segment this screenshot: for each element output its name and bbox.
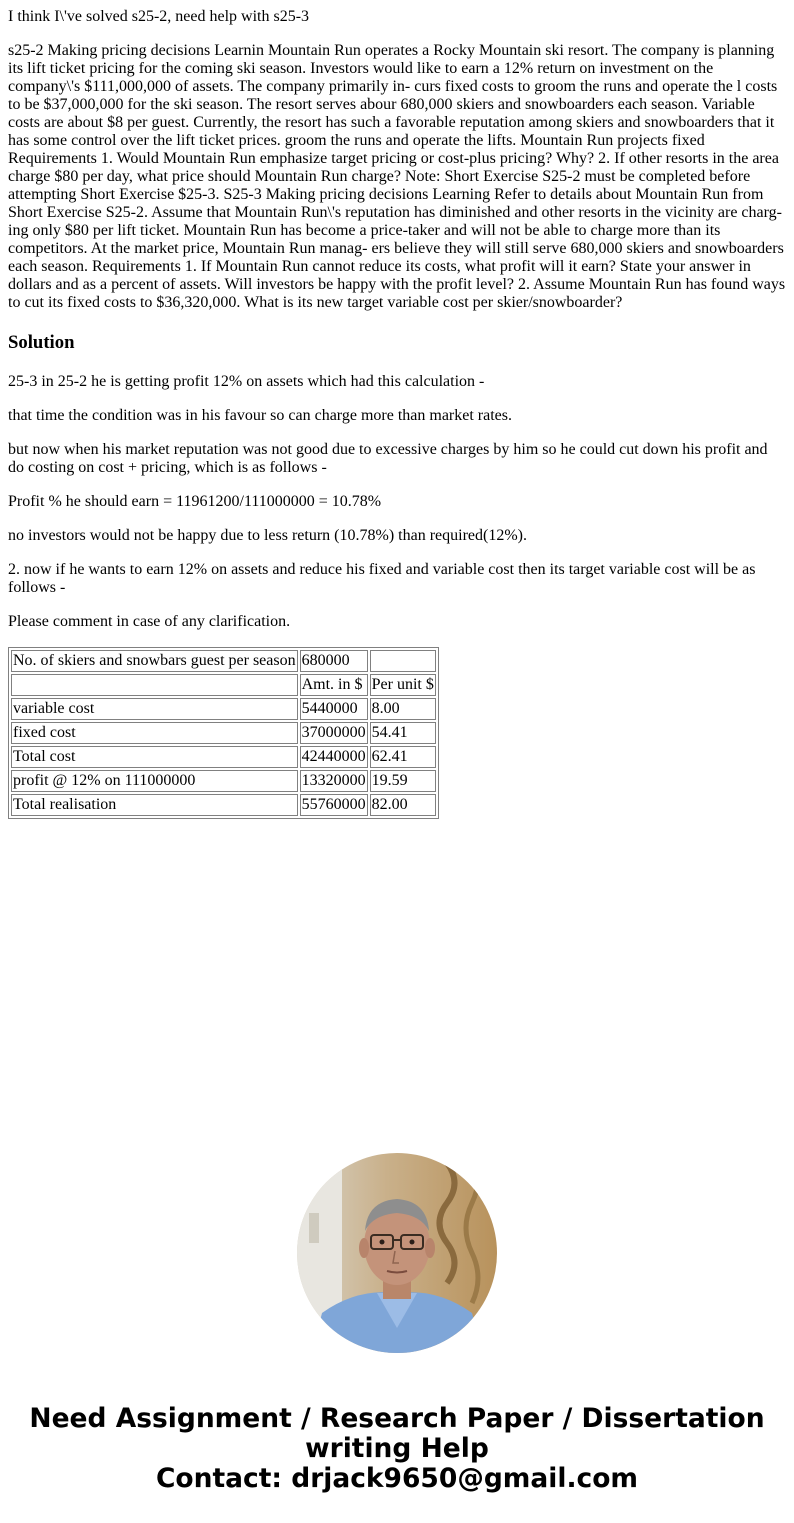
table-row bbox=[11, 770, 436, 792]
solution-paragraph: no investors would not be happy due to less return (10.78%) than required(12%). bbox=[8, 527, 527, 544]
intro-text: I think I\'ve solved s25-2, need help with s25-3 bbox=[8, 8, 310, 25]
solution-paragraph: that time the condition was in his favour so can charge more than market rates. bbox=[8, 407, 512, 424]
solution-paragraph: Profit % he should earn = 11961200/111000000 = 10.78% bbox=[8, 493, 382, 510]
table-cell: Total cost bbox=[11, 746, 298, 768]
calculation-table bbox=[8, 647, 439, 819]
table-cell: Amt. in $ bbox=[300, 674, 368, 696]
banner-line: Need Assignment / Research Paper / Dissertation bbox=[29, 1403, 765, 1434]
table-cell: 37000000 bbox=[300, 722, 368, 744]
solution-paragraph: Please comment in case of any clarification. bbox=[8, 613, 291, 630]
table-cell: 42440000 bbox=[300, 746, 368, 768]
table-cell: variable cost bbox=[11, 698, 298, 720]
table-cell bbox=[11, 674, 298, 696]
table-cell: Total realisation bbox=[11, 794, 298, 816]
solution-paragraph: 2. now if he wants to earn 12% on assets and reduce his fixed and variable cost then its target variable cost will be as follows - bbox=[8, 561, 756, 596]
table-cell: 680000 bbox=[300, 650, 368, 672]
table-row bbox=[11, 674, 436, 696]
table-cell: Per unit $ bbox=[370, 674, 436, 696]
solution-paragraph: but now when his market reputation was not good due to excessive charges by him so he could cut down his profit and do costing on cost + pricing, which is as follows - bbox=[8, 441, 768, 476]
table-row bbox=[11, 650, 436, 672]
person-photo-icon bbox=[297, 1153, 497, 1353]
table-cell bbox=[370, 650, 436, 672]
table-cell: fixed cost bbox=[11, 722, 298, 744]
avatar bbox=[297, 1153, 497, 1353]
table-cell: 19.59 bbox=[370, 770, 436, 792]
table-cell: 55760000 bbox=[300, 794, 368, 816]
table-row bbox=[11, 722, 436, 744]
table-cell: profit @ 12% on 111000000 bbox=[11, 770, 298, 792]
question-text: s25-2 Making pricing decisions Learnin Mountain Run operates a Rocky Mountain ski resort. The company is planning its lift ticket pricing for the coming ski season. Investors would like to earn a 12% return on investment on the company\'s $111,000,000 of assets. The company primarily in- curs fixed costs to groom the runs and operate the l costs to be $37,000,000 for the ski season. The resort serves abour 680,000 skiers and snowboarders each season. Variable costs are about $8 per guest. Currently, the resort has such a favorable reputation among skiers and snowboarders that it has some control over the lift ticket prices. groom the runs and operate the lifts. Mountain Run projects fixed Requirements 1. Would Mountain Run emphasize target pricing or cost-plus pricing? Why? 2. If other resorts in the area charge $80 per day, what price should Mountain Run charge? Note: Short Exercise S25-2 must be completed before attempting Short Exercise $25-3. S25-3 Making pricing decisions Learning Refer to details about Mountain Run from Short Exercise S25-2. Assume that Mountain Run\'s reputation has diminished and other resorts in the vicinity are charg- ing only $80 per lift ticket. Mountain Run has become a price-taker and will not be able to charge more than its competitors. At the market price, Mountain Run manag- ers believe they will still serve 680,000 skiers and snowboarders each season. Requirements 1. If Mountain Run cannot reduce its costs, what profit will it earn? State your answer in dollars and as a percent of assets. Will investors be happy with the profit level? 2. Assume Mountain Run has found ways to cut its fixed costs to $36,320,000. What is its new target variable cost per skier/snowboarder? bbox=[8, 42, 786, 311]
table-cell: 54.41 bbox=[370, 722, 436, 744]
table-cell: 13320000 bbox=[300, 770, 368, 792]
banner-line: writing Help bbox=[305, 1433, 489, 1464]
promo-banner bbox=[0, 1404, 794, 1494]
table-row bbox=[11, 794, 436, 816]
table-row bbox=[11, 698, 436, 720]
table-cell: 8.00 bbox=[370, 698, 436, 720]
solution-paragraph: 25-3 in 25-2 he is getting profit 12% on assets which had this calculation - bbox=[8, 373, 485, 390]
document-body bbox=[8, 0, 786, 819]
table-row bbox=[11, 746, 436, 768]
banner-contact: Contact: drjack9650@gmail.com bbox=[155, 1463, 639, 1494]
table-cell: No. of skiers and snowbars guest per season bbox=[11, 650, 298, 672]
table-cell: 82.00 bbox=[370, 794, 436, 816]
solution-heading: Solution bbox=[8, 332, 75, 353]
table-cell: 62.41 bbox=[370, 746, 436, 768]
table-cell: 5440000 bbox=[300, 698, 368, 720]
